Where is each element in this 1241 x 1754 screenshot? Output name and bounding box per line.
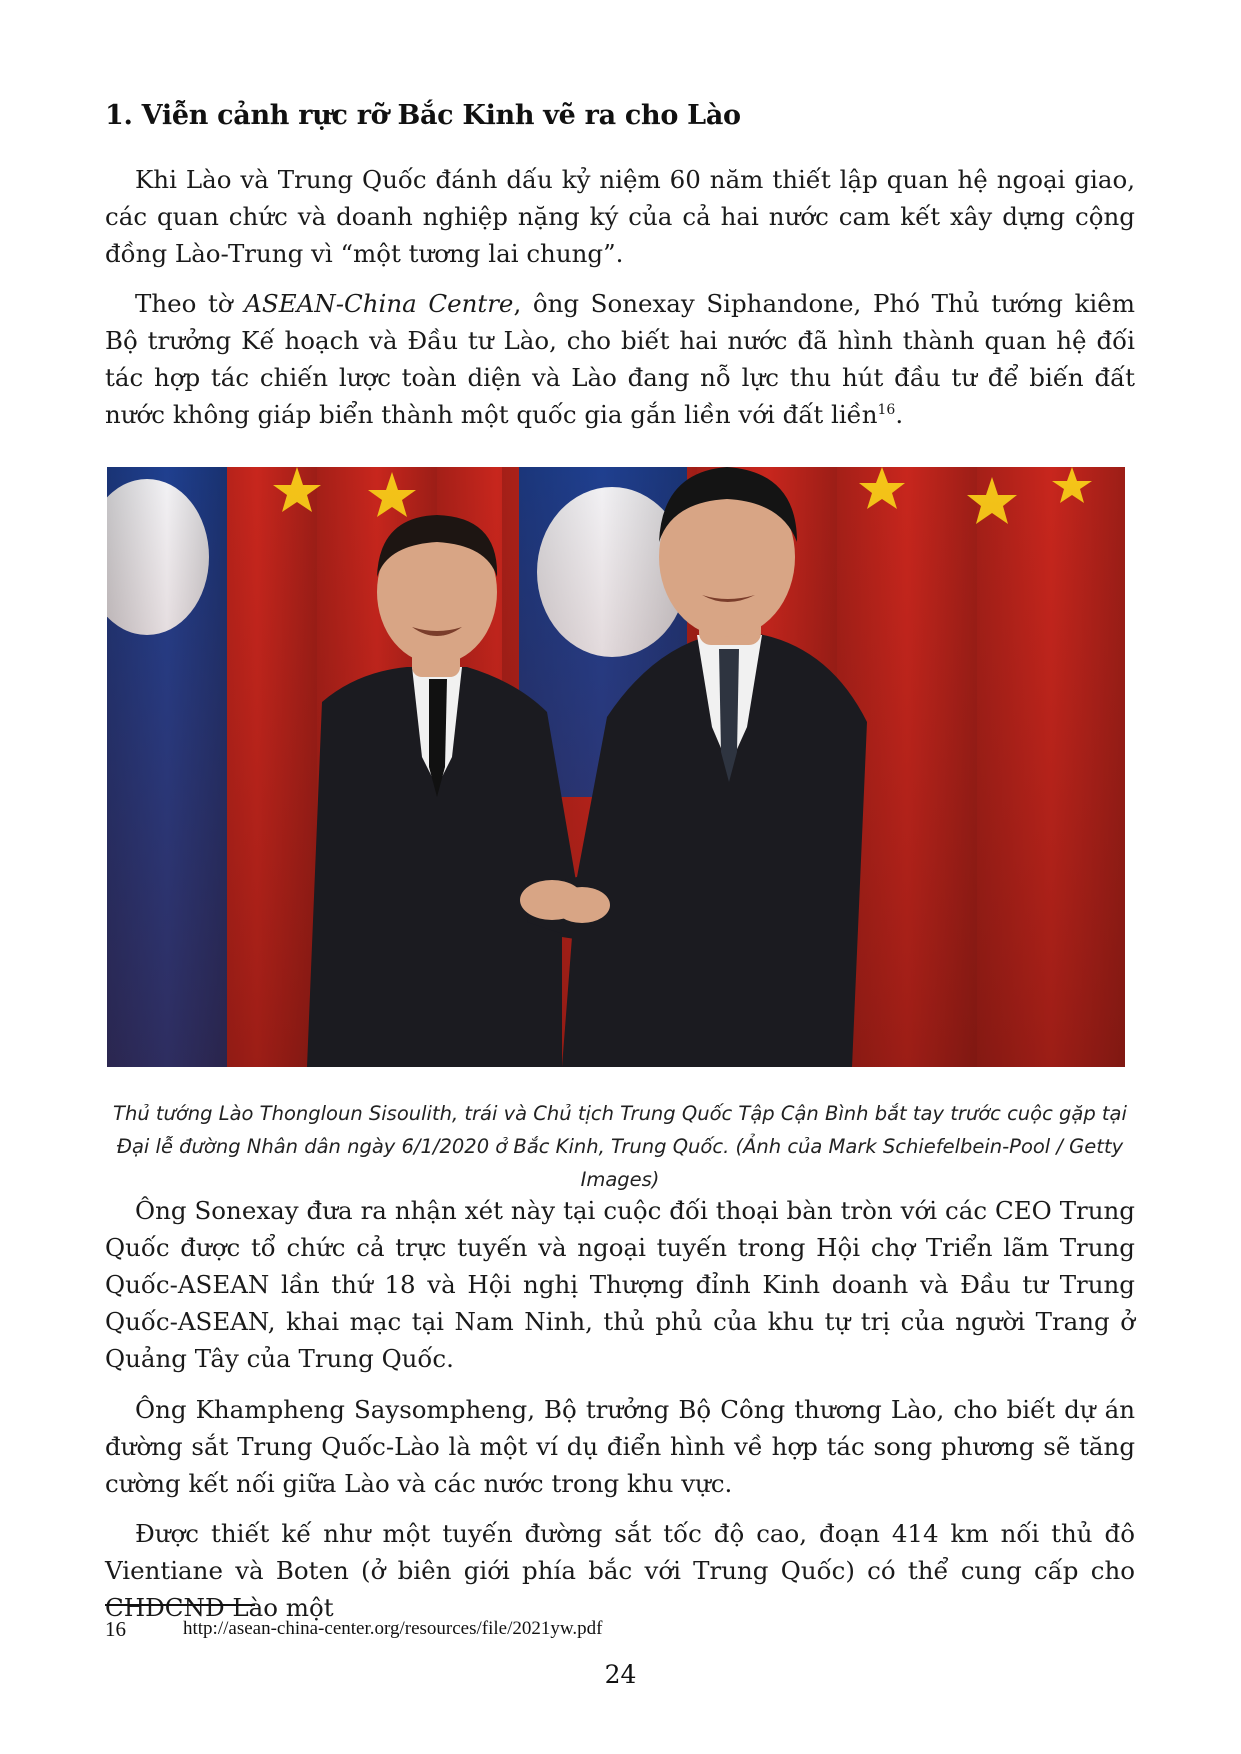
paragraph-text: . <box>895 400 904 429</box>
paragraph-asean-china-centre <box>105 285 1135 433</box>
paragraph-text: , ông Sonexay Siphandone, Phó Thủ tướng kiêm Bộ trưởng Kế hoạch và Đầu tư Lào, cho biết hai nước đã hình thành quan hệ đối tác hợp tác chiến lược toàn diện và Lào đang nỗ lực thu hút đầu tư để biến đất nước không giáp biển thành một quốc gia gắn liền với đất liền <box>105 289 1135 429</box>
footnote-number: 16 <box>105 1617 126 1641</box>
paragraph-railway-minister: Ông Khampheng Saysompheng, Bộ trưởng Bộ Công thương Lào, cho biết dự án đường sắt Trung Quốc-Lào là một ví dụ điển hình về hợp tác song phương sẽ tăng cường kết nối giữa Lào và các nước trong khu vực. <box>105 1395 1135 1498</box>
paragraph-text: Theo tờ <box>135 289 245 318</box>
photo-caption: Thủ tướng Lào Thongloun Sisoulith, trái và Chủ tịch Trung Quốc Tập Cận Bình bắt tay trước cuộc gặp tại Đại lễ đường Nhân dân ngày 6/1/2020 ở Bắc Kinh, Trung Quốc. (Ảnh của Mark Schiefelbein-Pool / Getty Images) <box>113 1102 1127 1191</box>
section-heading: 1. Viễn cảnh rực rỡ Bắc Kinh vẽ ra cho Lào <box>105 100 741 131</box>
paragraph-intro: Khi Lào và Trung Quốc đánh dấu kỷ niệm 60 năm thiết lập quan hệ ngoại giao, các quan chức và doanh nghiệp nặng ký của cả hai nước cam kết xây dựng cộng đồng Lào-Trung vì “một tương lai chung”. <box>105 165 1135 268</box>
handshake-photo <box>107 467 1125 1067</box>
paragraph-railway-design: Được thiết kế như một tuyến đường sắt tốc độ cao, đoạn 414 km nối thủ đô Vientiane và Boten (ở biên giới phía bắc với Trung Quốc) có thể cung cấp cho CHDCND Lào một <box>105 1519 1135 1622</box>
footnote-reference[interactable]: 16 <box>877 402 896 418</box>
handshake-photo-illustration <box>107 467 1125 1067</box>
page-number: 24 <box>604 1660 637 1689</box>
paragraph-roundtable: Ông Sonexay đưa ra nhận xét này tại cuộc đối thoại bàn tròn với các CEO Trung Quốc được tổ chức cả trực tuyến và ngoại tuyến trong Hội chợ Triển lãm Trung Quốc-ASEAN lần thứ 18 và Hội nghị Thượng đỉnh Kinh doanh và Đầu tư Trung Quốc-ASEAN, khai mạc tại Nam Ninh, thủ phủ của khu tự trị của người Trang ở Quảng Tây của Trung Quốc. <box>105 1196 1135 1373</box>
footnote-divider <box>105 1604 255 1606</box>
footnote-link[interactable]: http://asean-china-center.org/resources/file/2021yw.pdf <box>183 1618 603 1639</box>
publication-name: ASEAN-China Centre <box>244 289 514 318</box>
